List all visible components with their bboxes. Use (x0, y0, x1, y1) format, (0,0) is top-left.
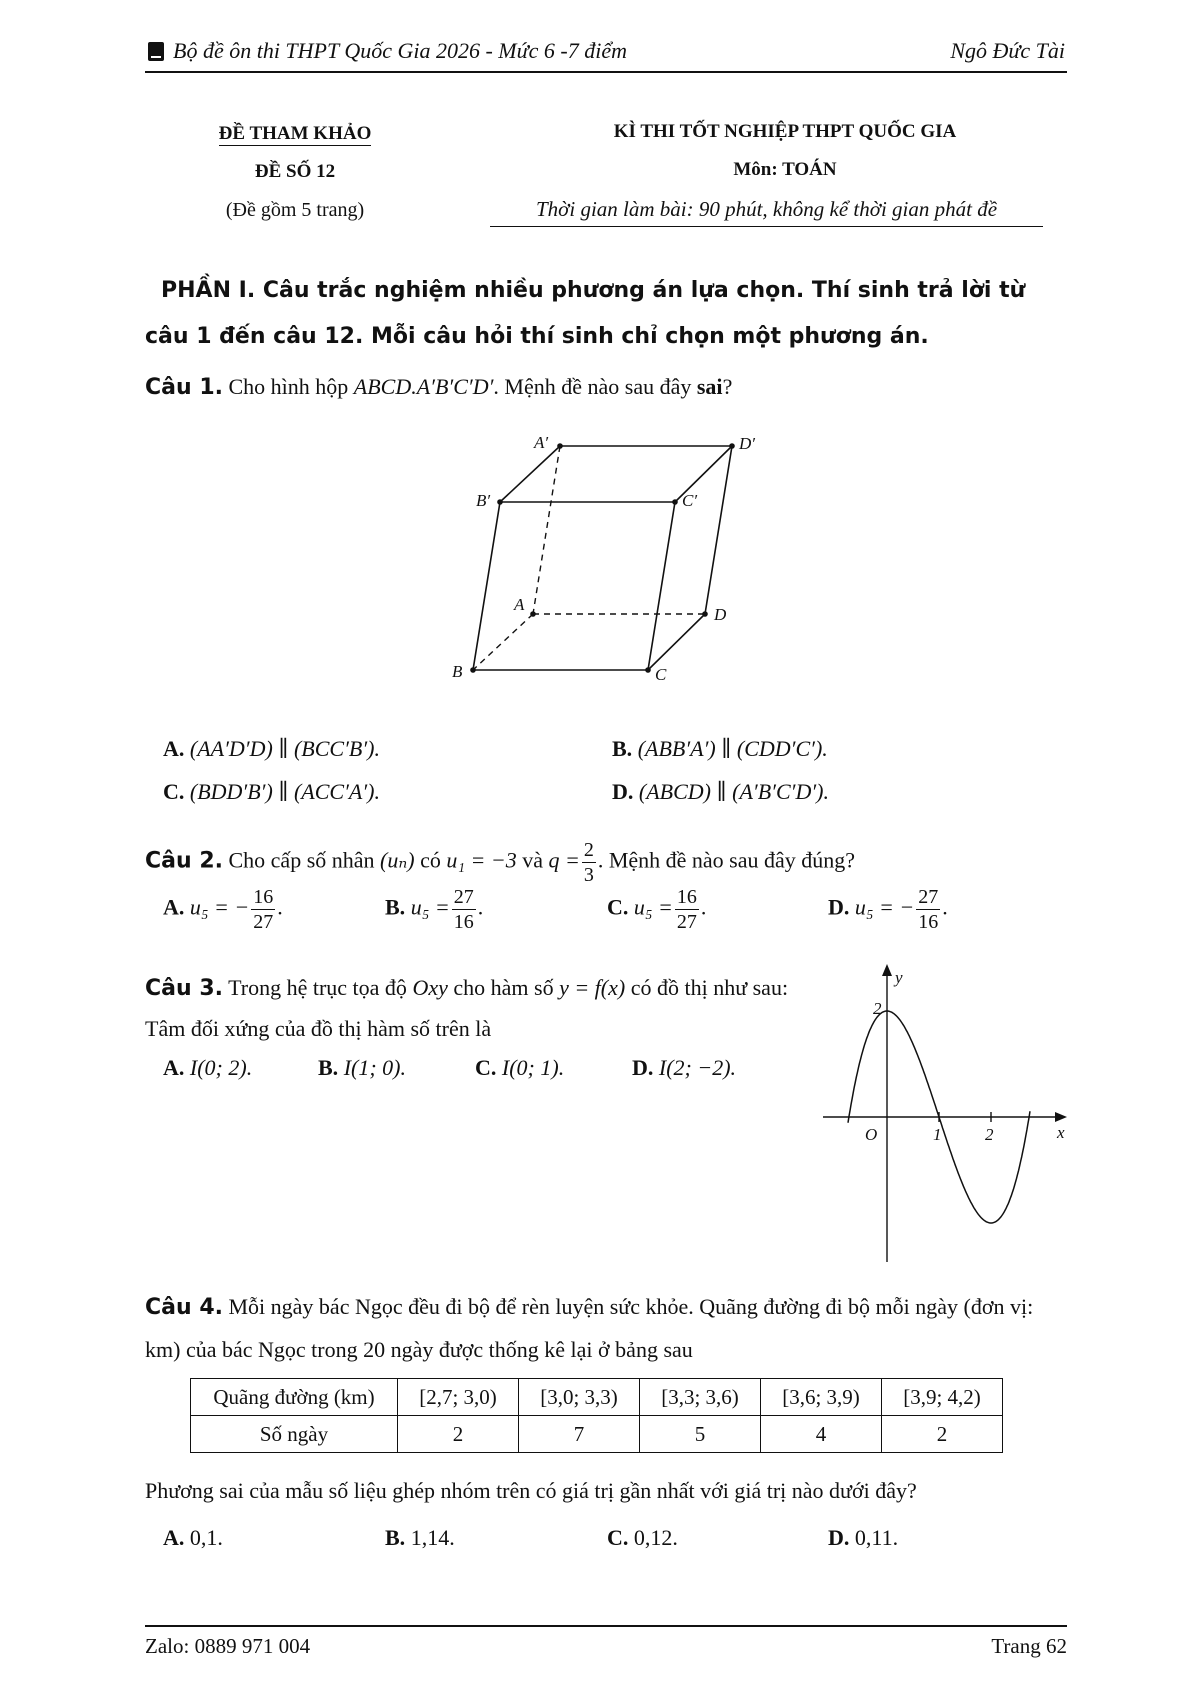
option-text: 0,12. (633, 1525, 678, 1550)
table-row (191, 1379, 1003, 1416)
question-1 (145, 374, 732, 400)
x-tick-label: 1 (933, 1125, 942, 1144)
math-expression: (uₙ) (380, 847, 415, 873)
option-text: I(1; 0). (343, 1055, 406, 1080)
question-text: Cho hình hộp (228, 374, 349, 399)
time-note-underline (490, 226, 1043, 227)
option-letter: A. (163, 894, 185, 920)
q1-option-c[interactable] (163, 779, 380, 805)
table-cell: 2 (398, 1416, 519, 1453)
edge-dd1 (705, 446, 732, 614)
option-letter: A. (163, 1055, 185, 1080)
table-cell: 5 (640, 1416, 761, 1453)
header-divider (145, 71, 1067, 73)
vertex-label: A (514, 595, 525, 614)
fraction-numerator: 27 (453, 886, 474, 908)
q3-option-b[interactable] (318, 1055, 406, 1081)
question-mark: ? (722, 374, 733, 399)
table-cell: [3,9; 4,2) (882, 1379, 1003, 1416)
pages-note: (Đề gồm 5 trang) (225, 199, 365, 221)
option-text: (ABB′A′) ∥ (CDD′C′). (637, 736, 828, 761)
table-cell: 7 (519, 1416, 640, 1453)
edge-ab-hidden (473, 614, 533, 670)
question-label: Câu 4. (145, 1295, 223, 1320)
vertex-label: D′ (739, 434, 755, 453)
vertex-point (702, 611, 708, 617)
footer-divider (145, 1625, 1067, 1627)
fraction-denominator: 16 (453, 911, 474, 933)
option-letter: D. (612, 779, 634, 804)
vertex-label: A′ (534, 433, 549, 452)
option-text: (ABCD) ∥ (A′B′C′D′). (638, 779, 829, 804)
edge-aa1-hidden (533, 446, 560, 614)
option-letter: D. (828, 1525, 850, 1550)
vertex-label: B′ (476, 491, 491, 510)
q2-option-d[interactable]: D. u₅ = − $\frac{27}{16}$ . (828, 886, 948, 933)
fraction-denominator: 27 (676, 911, 697, 933)
vertex-point (470, 667, 476, 673)
question-text: có đồ thị như sau: Tâm đối xứng của đồ thị hàm số trên là (145, 975, 789, 1041)
vertex-label: C′ (682, 491, 698, 510)
vertex-point (672, 499, 678, 505)
function-graph (815, 962, 1075, 1272)
option-letter: C. (607, 894, 629, 920)
question-text: có (420, 847, 441, 873)
option-letter: B. (318, 1055, 339, 1080)
fraction (916, 885, 940, 934)
option-text: I(0; 2). (189, 1055, 253, 1080)
fraction-numerator: 16 (676, 886, 697, 908)
q2-option-c[interactable]: C. u₅ = $\frac{16}{27}$ . (607, 886, 707, 933)
math-expression: ABCD.A′B′C′D′ (353, 374, 494, 399)
x-tick-label: 2 (985, 1125, 994, 1144)
math-expression: y = f(x) (559, 975, 626, 1000)
q1-option-b[interactable] (612, 736, 828, 762)
fraction (675, 885, 699, 934)
vertex-point (497, 499, 503, 505)
q2-option-b[interactable]: B. u₅ = $\frac{27}{16}$ . (385, 886, 484, 933)
math-expression: q = (548, 847, 580, 873)
question-text: Mỗi ngày bác Ngọc đều đi bộ để rèn luyện sức khỏe. Quãng đường đi bộ mỗi ngày (đơn vị: km) của bác Ngọc trong 20 ngày được thống kê lại ở bảng sau (145, 1294, 1034, 1362)
fraction-denominator: 16 (918, 911, 939, 933)
frequency-table (190, 1378, 1003, 1453)
exam-title: KÌ THI TỐT NGHIỆP THPT QUỐC GIA (613, 121, 957, 142)
table-header-cell: Số ngày (191, 1416, 398, 1453)
vertex-label: B (452, 662, 463, 681)
table-cell: [2,7; 3,0) (398, 1379, 519, 1416)
table-cell: 2 (882, 1416, 1003, 1453)
option-letter: A. (163, 736, 185, 761)
origin-label: O (865, 1125, 878, 1144)
question-4-prompt: Phương sai của mẫu số liệu ghép nhóm trên có giá trị gần nhất với giá trị nào dưới đây? (145, 1478, 917, 1503)
option-letter: D. (632, 1055, 654, 1080)
q3-option-c[interactable] (475, 1055, 564, 1081)
option-letter: B. (385, 894, 406, 920)
question-4 (145, 1286, 1070, 1371)
option-math: u₅ = − (854, 894, 915, 920)
q4-option-a[interactable] (163, 1525, 223, 1551)
y-tick-label: 2 (873, 999, 882, 1018)
edge-bb1 (473, 502, 500, 670)
option-text: I(0; 1). (501, 1055, 565, 1080)
edge-cd (648, 614, 705, 670)
question-label: Câu 2. (145, 848, 223, 874)
option-text: I(2; −2). (658, 1055, 737, 1080)
option-text: 1,14. (410, 1525, 455, 1550)
vertex-point (530, 611, 536, 617)
q3-option-d[interactable] (632, 1055, 736, 1081)
fraction-numerator: 27 (918, 886, 939, 908)
fraction-denominator: 27 (253, 911, 274, 933)
question-label: Câu 3. (145, 976, 223, 1001)
q4-option-c[interactable] (607, 1525, 678, 1551)
vertex-label: C (655, 665, 667, 684)
table-cell: [3,6; 3,9) (761, 1379, 882, 1416)
book-icon (148, 42, 164, 61)
option-math: u₅ = (633, 894, 673, 920)
math-expression: u₁ = −3 (446, 847, 517, 873)
math-expression: Oxy (412, 975, 448, 1000)
option-text: (AA′D′D) ∥ (BCC′B′). (189, 736, 380, 761)
q4-option-d[interactable] (828, 1525, 898, 1551)
q1-option-d[interactable] (612, 779, 829, 805)
q2-option-a[interactable]: A. u₅ = − $\frac{16}{27}$ . (163, 886, 283, 933)
y-axis-arrow (882, 964, 892, 976)
question-text: . Mệnh đề nào sau đây (493, 374, 692, 399)
subject: Môn: TOÁN (733, 159, 837, 180)
option-letter: C. (475, 1055, 497, 1080)
exam-number: ĐỀ SỐ 12 (254, 161, 336, 182)
option-text: (BDD′B′) ∥ (ACC′A′). (189, 779, 380, 804)
footer-page-number: Trang 62 (991, 1634, 1067, 1658)
fraction (582, 838, 596, 887)
q4-option-b[interactable] (385, 1525, 455, 1551)
footer-contact: Zalo: 0889 971 004 (145, 1634, 311, 1658)
question-text: . Mệnh đề nào sau đây đúng? (597, 847, 856, 873)
x-axis-label: x (1057, 1123, 1065, 1142)
option-letter: B. (385, 1525, 406, 1550)
question-text: Trong hệ trục tọa độ (228, 975, 407, 1000)
running-header-title (148, 38, 627, 64)
fraction-numerator: 16 (253, 886, 274, 908)
option-letter: B. (612, 736, 633, 761)
table-cell: 4 (761, 1416, 882, 1453)
q1-option-a[interactable] (163, 736, 380, 762)
vertex-point (557, 443, 563, 449)
emphasis-text: sai (696, 374, 723, 399)
edge-a1b1 (500, 446, 560, 502)
vertex-point (729, 443, 735, 449)
vertex-label: D (714, 605, 727, 624)
question-text: Cho cấp số nhân (228, 847, 375, 873)
running-header-author: Ngô Đức Tài (950, 38, 1065, 63)
option-text: 0,11. (854, 1525, 899, 1550)
table-row (191, 1416, 1003, 1453)
x-axis-arrow (1055, 1112, 1067, 1122)
option-letter: D. (828, 894, 850, 920)
q3-option-a[interactable] (163, 1055, 252, 1081)
reference-label (195, 123, 395, 145)
table-header-cell: Quãng đường (km) (191, 1379, 398, 1416)
fraction-denominator: 3 (583, 864, 594, 886)
fraction-numerator: 2 (583, 839, 594, 861)
option-text: 0,1. (189, 1525, 223, 1550)
part-1-instruction: PHẦN I. Câu trắc nghiệm nhiều phương án lựa chọn. Thí sinh trả lời từ câu 1 đến câu 12. Mỗi câu hỏi thí sinh chỉ chọn một phương án. (145, 278, 1026, 349)
fraction (452, 885, 476, 934)
table-cell: [3,0; 3,3) (519, 1379, 640, 1416)
question-text: cho hàm số (453, 975, 554, 1000)
table-cell: [3,3; 3,6) (640, 1379, 761, 1416)
reference-label-text: ĐỀ THAM KHẢO (218, 123, 372, 144)
y-axis-label: y (895, 968, 903, 987)
option-letter: C. (163, 779, 185, 804)
parallelepiped-figure (430, 432, 770, 702)
question-3 (145, 968, 805, 1049)
edge-cc1 (648, 502, 675, 670)
time-note: Thời gian làm bài: 90 phút, không kể thời gian phát đề (535, 197, 998, 221)
option-letter: C. (607, 1525, 629, 1550)
question-text: và (522, 847, 543, 873)
option-letter: A. (163, 1525, 185, 1550)
option-math: u₅ = − (189, 894, 250, 920)
option-math: u₅ = (410, 894, 450, 920)
fraction (251, 885, 275, 934)
header-title-text: Bộ đề ôn thi THPT Quốc Gia 2026 - Mức 6 -7 điểm (173, 38, 627, 63)
question-2 (145, 838, 855, 887)
question-label: Câu 1. (145, 375, 223, 400)
vertex-point (645, 667, 651, 673)
